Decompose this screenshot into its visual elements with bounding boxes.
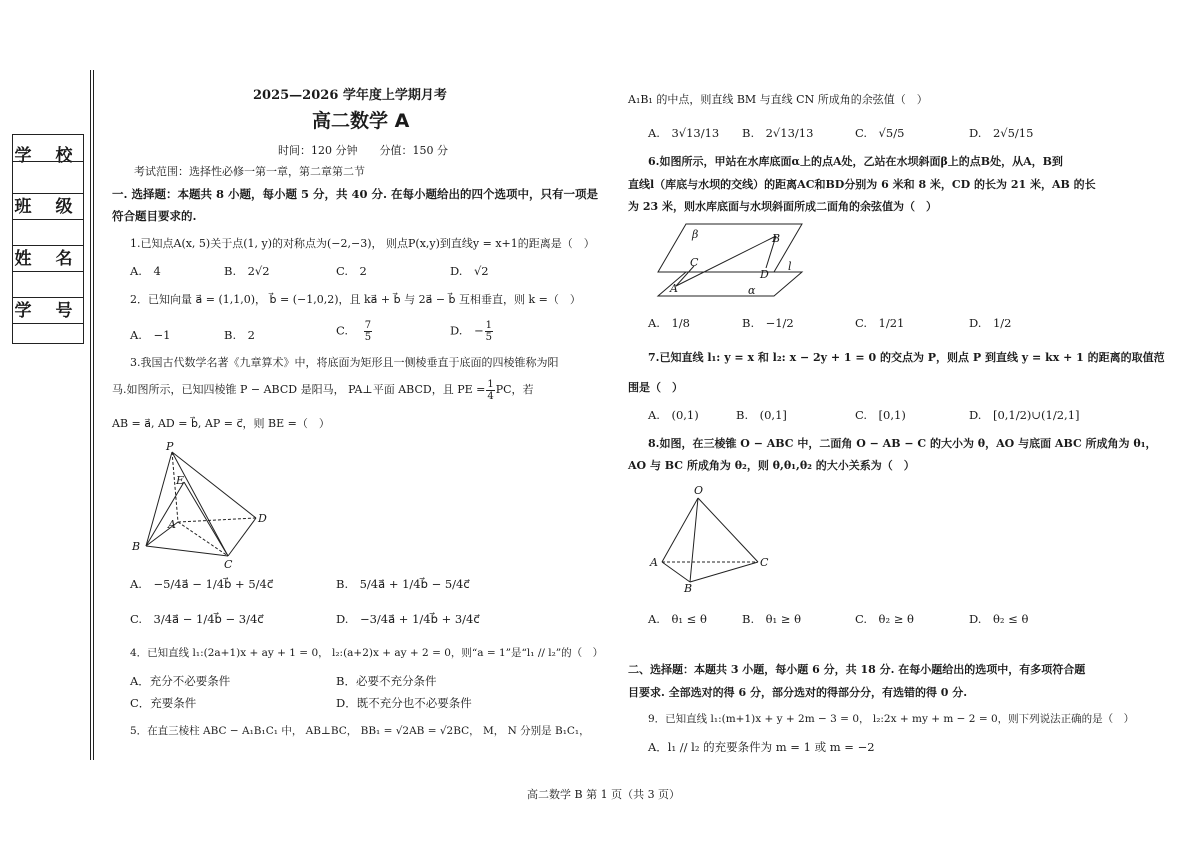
q2-option-d-letter: D. − <box>450 323 484 338</box>
q6-option-b[interactable]: B. −1/2 <box>742 316 794 330</box>
q8-fig-label-b: B <box>684 582 693 592</box>
q3-fig-label-d: D <box>258 512 267 525</box>
q5-option-b[interactable]: B. 2√13/13 <box>742 126 814 140</box>
q8-line1: 8.如图，在三棱锥 O − ABC 中，二面角 O − AB − C 的大小为 θ，AO 与底面 ABC 所成角为 θ₁， <box>648 437 1157 450</box>
q6-fig-label-c: C <box>690 256 699 269</box>
exam-title: 2025—2026 学年度上学期月考 <box>253 88 447 103</box>
subject-title: 高二数学 A <box>312 110 410 132</box>
q7-option-b[interactable]: B. (0,1] <box>736 408 787 422</box>
student-id-field[interactable] <box>13 323 83 343</box>
q3-line1: 3.我国古代数学名著《九章算术》中，将底面为矩形且一侧棱垂直于底面的四棱锥称为阳 <box>130 356 559 369</box>
q2-option-d[interactable] <box>450 320 494 343</box>
q6-fig-label-l: l <box>788 260 792 273</box>
q8-fig-label-a: A <box>650 556 658 569</box>
q9-stem: 9．已知直线 l₁:(m+1)x + y + 2m − 3 = 0， l₂:2x + my + m − 2 = 0，则下列说法正确的是（ ） <box>648 713 1135 725</box>
q3-fig-label-a: A <box>168 518 176 531</box>
q2-option-c-fraction: $\frac{7}{5}$ <box>364 320 372 343</box>
q8-option-d[interactable]: D. θ₂ ≤ θ <box>969 612 1029 626</box>
q8-option-b[interactable]: B. θ₁ ≥ θ <box>742 612 802 626</box>
q6-fig-label-a: A <box>670 282 678 295</box>
q2-option-c[interactable] <box>336 320 373 343</box>
q4-option-d[interactable]: D．既不充分也不必要条件 <box>336 696 472 710</box>
q6-fig-label-beta: β <box>692 228 699 241</box>
q5-stem: 5．在直三棱柱 ABC − A₁B₁C₁ 中， AB⊥BC， BB₁ = √2AB = √2BC， M， N 分别是 B₁C₁， <box>130 725 590 737</box>
q6-option-a[interactable]: A. 1/8 <box>648 316 690 330</box>
q2-option-c-letter: C. <box>336 323 349 338</box>
q6-dihedral-figure <box>648 218 808 304</box>
q3-option-a[interactable]: A. −5/4a⃗ − 1/4b⃗ + 5/4c⃗ <box>130 577 274 591</box>
exam-scope: 考试范围：选择性必修一第一章，第二章第二节 <box>134 165 365 178</box>
q2-stem: 2．已知向量 a⃗ = (1,1,0)， b⃗ = (−1,0,2)，且 ka⃗ + b⃗ 与 2a⃗ − b⃗ 互相垂直，则 k =（ ） <box>130 293 581 306</box>
q7-line2: 围是（ ） <box>628 381 683 394</box>
q3-line2-end: PC，若 <box>495 383 534 396</box>
q3-fig-label-c: C <box>224 558 233 570</box>
q8-line2: AO 与 BC 所成角为 θ₂，则 θ,θ₁,θ₂ 的大小关系为（ ） <box>628 459 915 472</box>
section2-heading: 二、选择题：本题共 3 小题，每小题 6 分，共 18 分. 在每小题给出的选项中，有多项符合题 <box>628 663 1086 676</box>
q8-option-c[interactable]: C. θ₂ ≥ θ <box>855 612 914 626</box>
q3-fig-label-b: B <box>132 540 141 553</box>
section1-heading: 一. 选择题：本题共 8 小题，每小题 5 分，共 40 分. 在每小题给出的四个选项中，只有一项是 <box>112 187 599 201</box>
q6-line2: 直线l（库底与水坝的交线）的距离AC和BD分别为 6 米和 8 米，CD 的长为 21 米，AB 的长 <box>628 178 1096 191</box>
q4-option-b[interactable]: B．必要不充分条件 <box>336 674 437 688</box>
q6-line3: 为 23 米，则水库底面与水坝斜面所成二面角的余弦值为（ ） <box>628 200 937 213</box>
q9-option-a[interactable]: A．l₁ // l₂ 的充要条件为 m = 1 或 m = −2 <box>648 740 875 754</box>
q5-option-c[interactable]: C. √5/5 <box>855 126 905 140</box>
binding-line-inner <box>93 70 94 760</box>
q3-line2-start: 马.如图所示，已知四棱锥 P − ABCD 是阳马， PA⊥平面 ABCD，且 PE = <box>112 383 486 396</box>
q6-fig-label-b: B <box>772 232 781 245</box>
q3-option-b[interactable]: B. 5/4a⃗ + 1/4b⃗ − 5/4c⃗ <box>336 577 470 591</box>
q6-option-d[interactable]: D. 1/2 <box>969 316 1012 330</box>
q4-stem: 4．已知直线 l₁:(2a+1)x + ay + 1 = 0， l₂:(a+2)x + ay + 2 = 0，则“a = 1”是“l₁ // l₂”的（ ） <box>130 647 604 659</box>
q5-stem-cont: A₁B₁ 的中点，则直线 BM 与直线 CN 所成角的余弦值（ ） <box>628 93 928 106</box>
q6-option-c[interactable]: C. 1/21 <box>855 316 905 330</box>
q6-line1: 6.如图所示，甲站在水库底面α上的点A处，乙站在水坝斜面β上的点B处，从A，B到 <box>648 155 1063 168</box>
section2-heading-cont: 目要求. 全部选对的得 6 分，部分选对的得部分分，有选错的得 0 分. <box>628 686 968 699</box>
student-info-box <box>12 134 84 344</box>
q7-option-d[interactable]: D. [0,1/2)∪(1/2,1] <box>969 408 1080 422</box>
class-field[interactable] <box>13 219 83 246</box>
q2-option-b[interactable]: B. 2 <box>224 328 255 342</box>
q1-option-d[interactable]: D. √2 <box>450 264 489 278</box>
binding-line-outer <box>90 70 91 760</box>
q3-fig-label-p: P <box>166 440 174 453</box>
q3-line2 <box>112 378 534 402</box>
q1-option-b[interactable]: B. 2√2 <box>224 264 270 278</box>
q1-stem: 1.已知点A(x, 5)关于点(1, y)的对称点为(−2,−3)， 则点P(x,y)到直线y = x+1的距离是（ ） <box>130 237 595 250</box>
class-label: 班 级 <box>13 193 83 220</box>
q7-line1: 7.已知直线 l₁: y = x 和 l₂: x − 2y + 1 = 0 的交点为 P，则点 P 到直线 y = kx + 1 的距离的取值范 <box>648 351 1165 364</box>
q8-tetrahedron-figure <box>646 480 776 592</box>
q1-option-a[interactable]: A. 4 <box>130 264 161 278</box>
q1-option-c[interactable]: C. 2 <box>336 264 367 278</box>
q7-option-c[interactable]: C. [0,1) <box>855 408 906 422</box>
q3-option-c[interactable]: C. 3/4a⃗ − 1/4b⃗ − 3/4c⃗ <box>130 612 264 626</box>
page-footer: 高二数学 B 第 1 页（共 3 页） <box>527 788 681 801</box>
q4-option-a[interactable]: A．充分不必要条件 <box>130 674 231 688</box>
q3-option-d[interactable]: D. −3/4a⃗ + 1/4b⃗ + 3/4c⃗ <box>336 612 480 626</box>
q3-pyramid-figure <box>124 440 274 570</box>
section1-heading-cont: 符合题目要求的. <box>112 209 197 223</box>
school-field[interactable] <box>13 161 83 188</box>
name-field[interactable] <box>13 271 83 298</box>
q5-option-a[interactable]: A. 3√13/13 <box>648 126 720 140</box>
q6-fig-label-alpha: α <box>748 284 756 297</box>
q5-option-d[interactable]: D. 2√5/15 <box>969 126 1034 140</box>
student-id-label: 学 号 <box>13 297 83 324</box>
q7-option-a[interactable]: A. (0,1) <box>648 408 699 422</box>
school-label: 学 校 <box>14 146 82 166</box>
q3-fig-label-e: E <box>176 474 185 487</box>
q6-fig-label-d: D <box>760 268 769 281</box>
name-label: 姓 名 <box>13 245 83 272</box>
q2-option-d-fraction: $\frac{1}{5}$ <box>485 320 492 343</box>
q8-option-a[interactable]: A. θ₁ ≤ θ <box>648 612 707 626</box>
q8-fig-label-c: C <box>760 556 769 569</box>
q2-option-a[interactable]: A. −1 <box>130 328 171 342</box>
time-score: 时间：120 分钟 分值：150 分 <box>278 144 448 157</box>
q3-pe-fraction: $\frac{1}{4}$ <box>487 378 494 402</box>
q4-option-c[interactable]: C．充要条件 <box>130 696 197 710</box>
q8-fig-label-o: O <box>694 484 704 497</box>
q3-line3: AB = a⃗, AD = b⃗, AP = c⃗，则 BE =（ ） <box>112 417 330 430</box>
